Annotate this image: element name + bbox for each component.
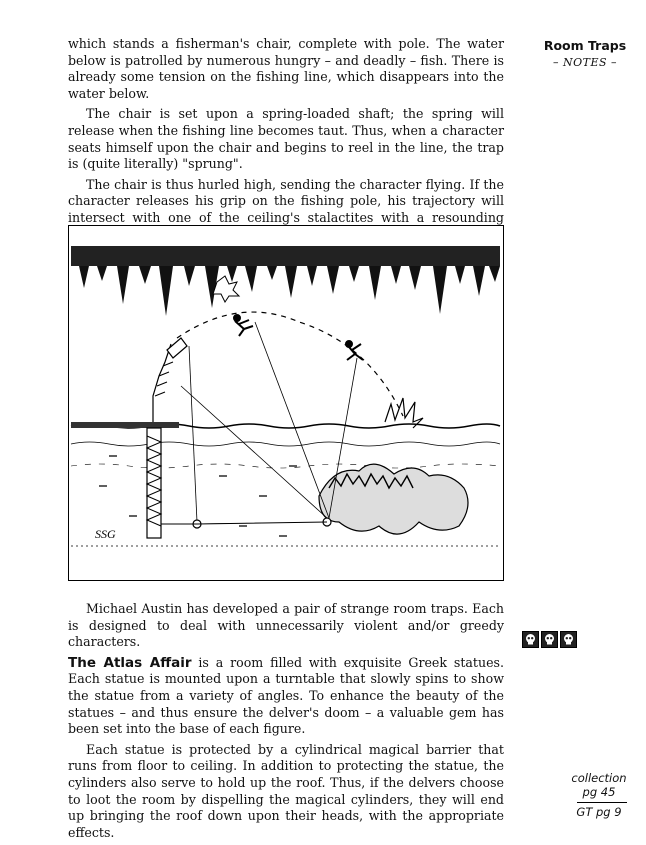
paragraph-5-text: is a room filled with exquisite Greek statues. Each statue is mounted upon a turntable that slowly spins to show the statue from a variety of angles. To enhance the beauty of the statues – and thus ensure the delver's doom – a valuable gem has been set into the base of each figure. [68,654,504,737]
illustration-drawing [69,226,502,579]
skull-icon [560,631,577,648]
collection-page: pg 45 [582,785,616,799]
sidebar-title: Room Traps [543,38,627,53]
trap-illustration [68,225,504,581]
paragraph-1: which stands a fisherman's chair, complete with pole. The water below is patrolled by numerous hungry – and deadly – fish. There is already some tension on the fishing line, which disappears into the water below. [68,36,504,101]
collection-label: collection [571,771,627,785]
paragraph-2: The chair is set upon a spring-loaded shaft; the spring will release when the fishing line becomes taut. Thus, when a character seats himself upon the chair and begins to reel in the line, the trap is (quite literally) "sprung". [68,106,504,172]
paragraph-3: The chair is thus hurled high, sending the character flying. If the character releases his grip on the fishing pole, his trajectory will intersect with one of the ceiling's stalactites with a resounding [68,176,504,225]
paragraph-6: Each statue is protected by a cylindrical magical barrier that runs from floor to ceiling. In addition to protecting the statue, the cylinders also serve to hold up the roof. Thus, if the delvers choose to loot the room by dispelling the magical cylinders, they will end up bringing the roof down upon their heads, with the appropriate effects. [68,741,504,840]
paragraph-4: Michael Austin has developed a pair of strange room traps. Each is designed to deal with unnecessarily violent and/or greedy characters. [68,601,504,650]
gt-page: GT pg 9 [576,805,622,819]
skull-icon [522,631,539,648]
artist-signature: SSG [95,527,116,541]
atlas-affair-heading: The Atlas Affair [68,654,192,671]
main-text-bottom [68,601,504,845]
skull-icon [541,631,558,648]
stalactites [79,266,500,316]
sidebar-notes: – NOTES – [552,56,618,69]
margin-divider [577,802,627,803]
danger-rating [522,631,577,648]
paragraph-5 [68,655,504,738]
